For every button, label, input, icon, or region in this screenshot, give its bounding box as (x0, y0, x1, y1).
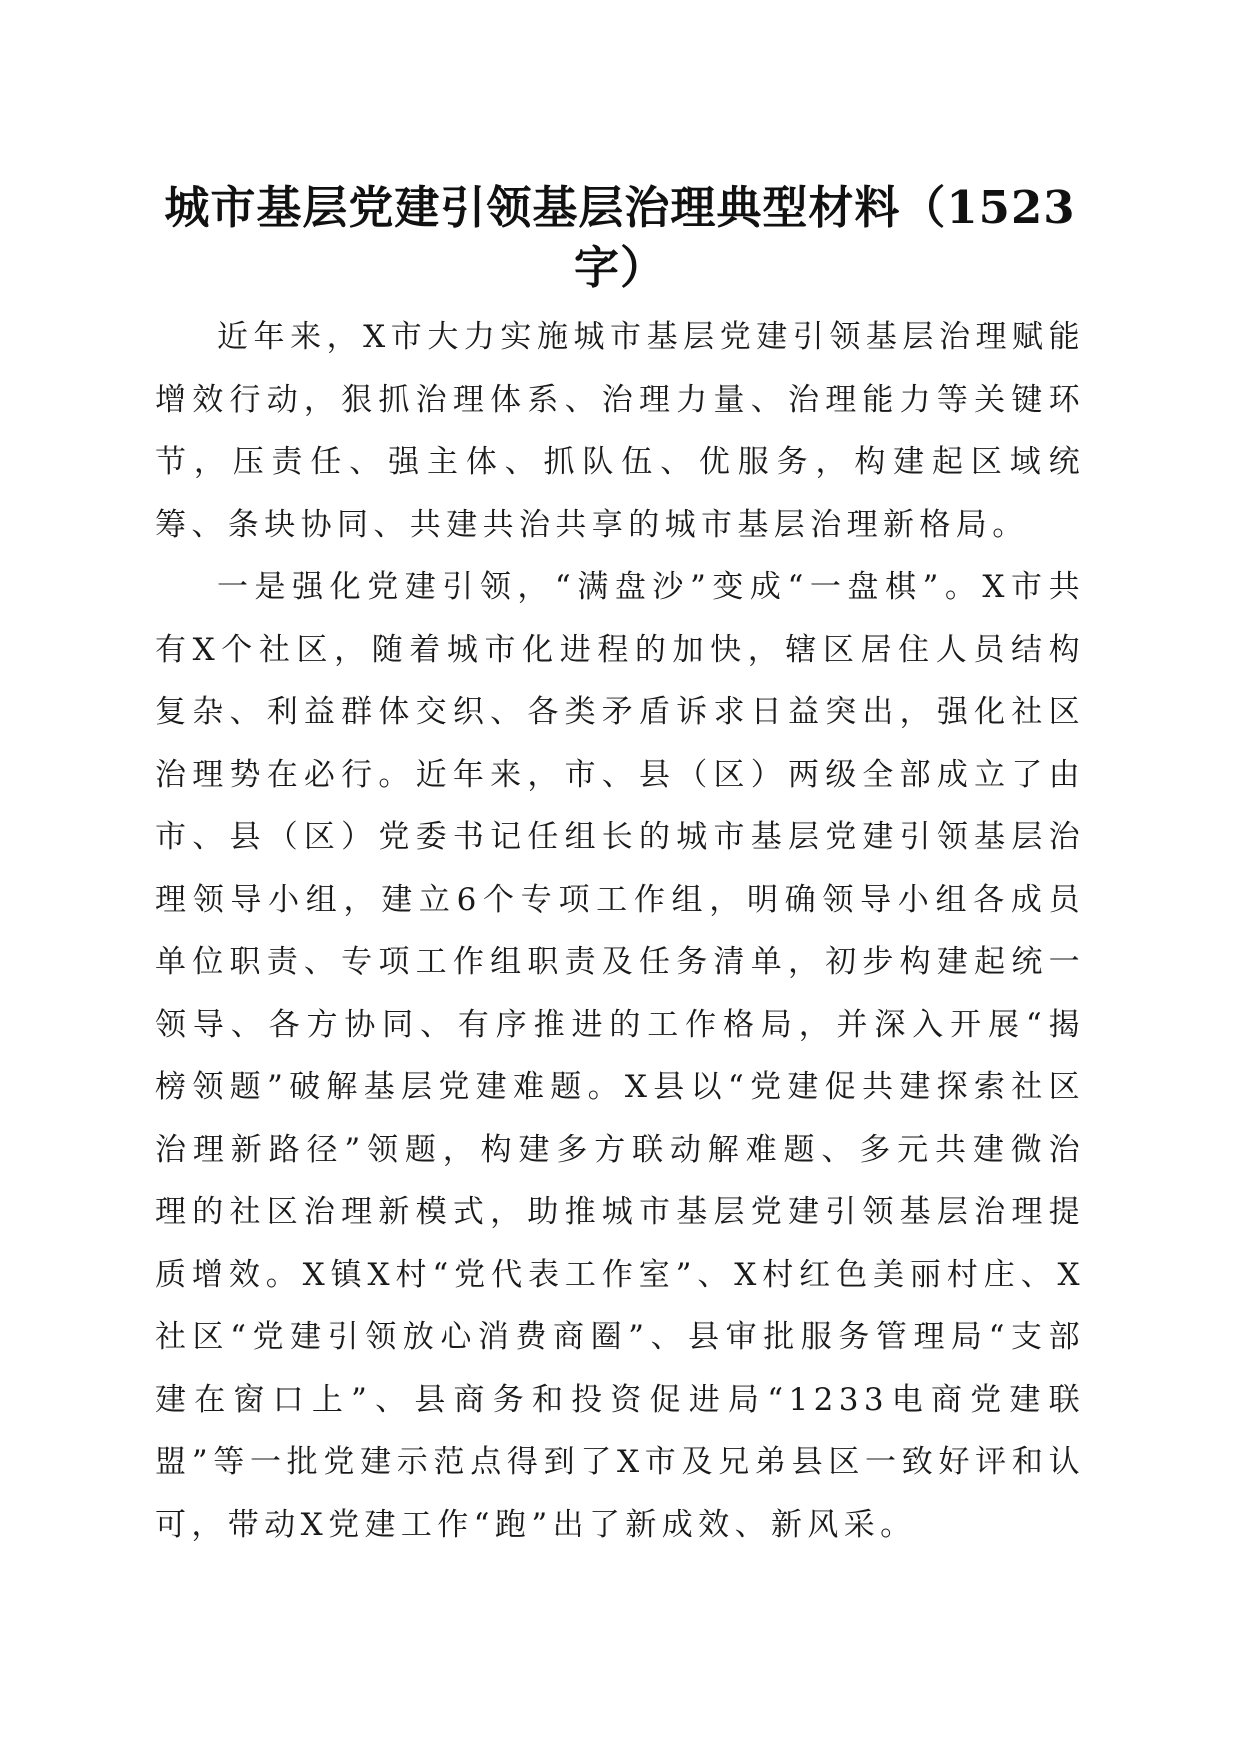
paragraph-intro: 近年来，X市大力实施城市基层党建引领基层治理赋能增效行动，狠抓治理体系、治理力量、治理能力等关键环节，压责任、强主体、抓队伍、优服务，构建起区域统筹、条块协同、共建共治共享的城市基层治理新格局。 (155, 319, 1085, 543)
document-title: 城市基层党建引领基层治理典型材料（1523字） (164, 181, 1076, 294)
paragraph-section-one: 一是强化党建引领，“满盘沙”变成“一盘棋”。X市共有X个社区，随着城市化进程的加快，辖区居住人员结构复杂、利益群体交织、各类矛盾诉求日益突出，强化社区治理势在必行。近年来，市、县（区）两级全部成立了由市、县（区）党委书记任组长的城市基层党建引领基层治理领导小组，建立6个专项工作组，明确领导小组各成员单位职责、专项工作组职责及任务清单，初步构建起统一领导、各方协同、有序推进的工作格局，并深入开展“揭榜领题”破解基层党建难题。X县以“党建促共建探索社区治理新路径”领题，构建多方联动解难题、多元共建微治理的社区治理新模式，助推城市基层党建引领基层治理提质增效。X镇X村“党代表工作室”、X村红色美丽村庄、X社区“党建引领放心消费商圈”、县审批服务管理局“支部建在窗口上”、县商务和投资促进局“1233电商党建联盟”等一批党建示范点得到了X市及兄弟县区一致好评和认可，带动X党建工作“跑”出了新成效、新风采。 (155, 569, 1085, 1543)
document-body (155, 306, 1085, 1556)
